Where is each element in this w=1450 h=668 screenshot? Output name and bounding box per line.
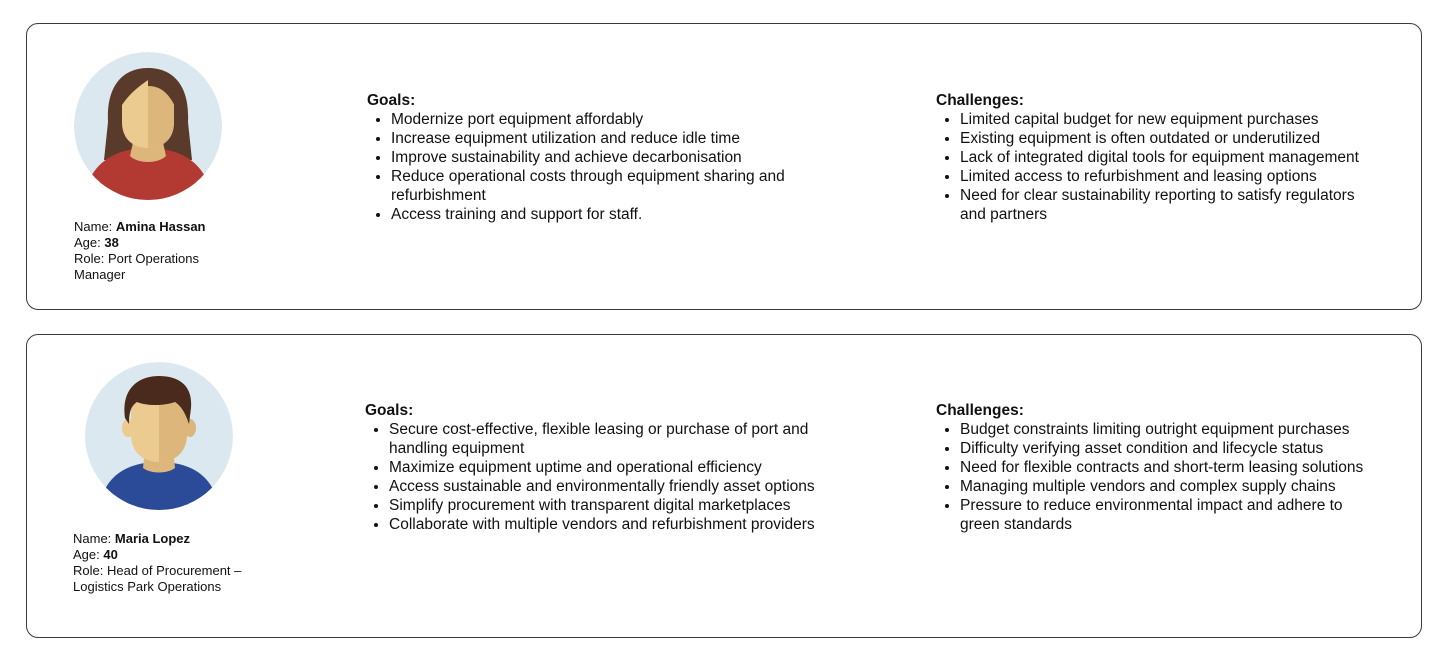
challenge-item: • Need for clear sustainability reporting to satisfy regulators and partners — [960, 186, 1376, 224]
persona-card-amina-hassan — [26, 23, 1422, 310]
challenges-section — [936, 91, 1376, 224]
challenges-title: Challenges: — [936, 402, 1024, 419]
goals-section — [367, 91, 827, 224]
goal-item: • Access sustainable and environmentally friendly asset options — [389, 477, 835, 496]
persona-meta — [74, 219, 234, 283]
goal-item: • Modernize port equipment affordably — [391, 110, 827, 129]
persona-role: Role: Port Operations Manager — [74, 251, 200, 282]
goal-item: • Simplify procurement with transparent digital marketplaces — [389, 496, 835, 515]
goal-item: • Secure cost-effective, flexible leasing or purchase of port and handling equipment — [389, 420, 835, 458]
persona-card-maria-lopez — [26, 334, 1422, 638]
challenge-item: • Budget constraints limiting outright equipment purchases — [960, 420, 1376, 439]
challenge-item: • Lack of integrated digital tools for equipment management — [960, 148, 1376, 167]
goals-list — [367, 110, 827, 224]
goals-section — [365, 401, 835, 534]
challenge-item: • Managing multiple vendors and complex supply chains — [960, 477, 1376, 496]
challenges-list — [936, 420, 1376, 534]
goals-title: Goals: — [367, 92, 416, 109]
avatar-male-icon — [85, 362, 233, 510]
challenge-item: • Need for flexible contracts and short-term leasing solutions — [960, 458, 1376, 477]
persona-name: Name: Maria Lopez — [73, 531, 191, 546]
challenges-list — [936, 110, 1376, 224]
persona-meta — [73, 531, 263, 595]
persona-role: Role: Head of Procurement – Logistics Park Operations — [73, 563, 242, 594]
goal-item: • Maximize equipment uptime and operational efficiency — [389, 458, 835, 477]
challenges-title: Challenges: — [936, 92, 1024, 109]
avatar-female-icon — [74, 52, 222, 200]
challenge-item: • Limited access to refurbishment and leasing options — [960, 167, 1376, 186]
goal-item: • Improve sustainability and achieve decarbonisation — [391, 148, 827, 167]
challenge-item: • Limited capital budget for new equipment purchases — [960, 110, 1376, 129]
goal-item: • Collaborate with multiple vendors and refurbishment providers — [389, 515, 835, 534]
goal-item: • Increase equipment utilization and reduce idle time — [391, 129, 827, 148]
goal-item: • Reduce operational costs through equipment sharing and refurbishment — [391, 167, 827, 205]
challenge-item: • Difficulty verifying asset condition and lifecycle status — [960, 439, 1376, 458]
challenge-item: • Existing equipment is often outdated or underutilized — [960, 129, 1376, 148]
persona-age: Age: 40 — [73, 547, 118, 562]
persona-name: Name: Amina Hassan — [74, 219, 206, 234]
goal-item: • Access training and support for staff. — [391, 205, 827, 224]
goals-list — [365, 420, 835, 534]
challenge-item: • Pressure to reduce environmental impact and adhere to green standards — [960, 496, 1376, 534]
challenges-section — [936, 401, 1376, 534]
persona-age: Age: 38 — [74, 235, 119, 250]
goals-title: Goals: — [365, 402, 414, 419]
